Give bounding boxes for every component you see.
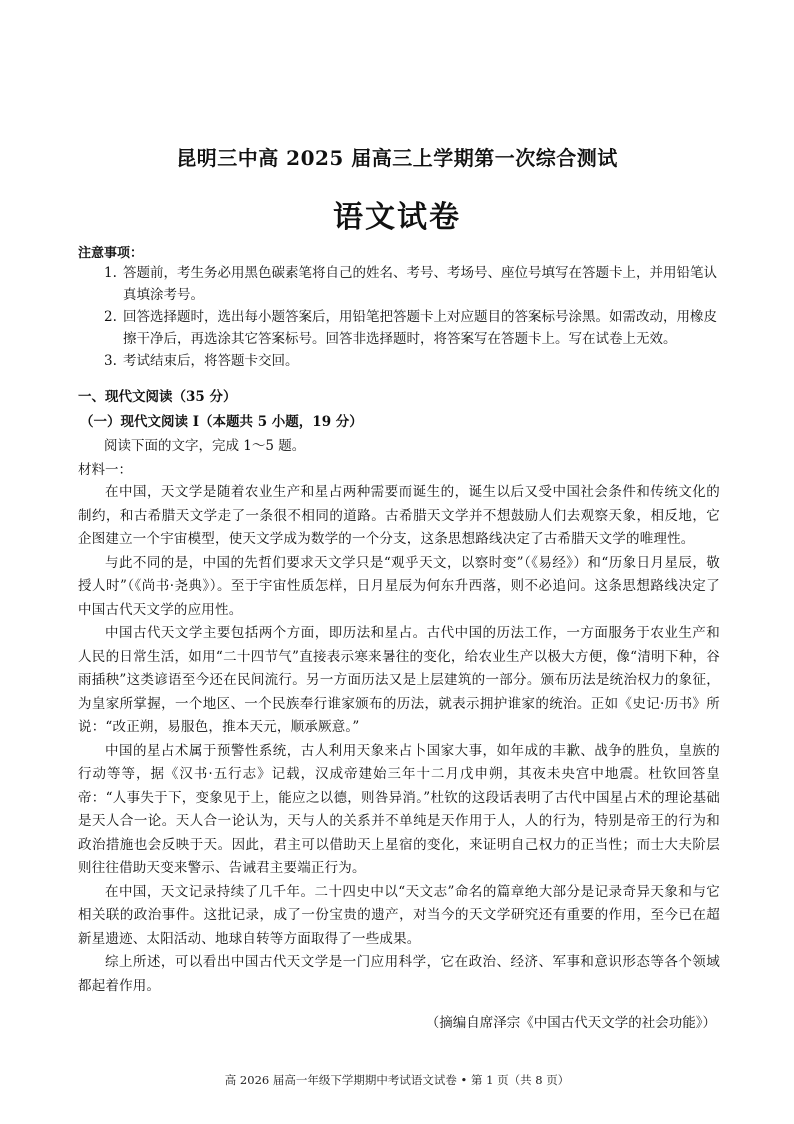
passage-paragraph: 与此不同的是，中国的先哲们要求天文学只是“观乎天文，以察时变”（《易经》）和“历象日月星辰，敬授人时”（《尚书·尧典》）。至于宇宙性质怎样，日月星辰为何东升西落，则不必追问。这条思想路线决定了中国古代天文学的应用性。 bbox=[78, 554, 720, 618]
notice-item-number: 1. bbox=[104, 265, 117, 281]
exam-subject-title: 语文试卷 bbox=[333, 200, 461, 235]
section-heading: 一、现代文阅读（35 分） bbox=[78, 389, 237, 405]
page-footer: 高 2026 届高一年级下学期期中考试语文试卷 • 第 1 页（共 8 页） bbox=[224, 1073, 570, 1087]
passage-paragraph: 在中国，天文学是随着农业生产和星占两种需要而诞生的，诞生以后又受中国社会条件和传统文化的制约，和古希腊天文学走了一条很不相同的道路。古希腊天文学并不想鼓励人们去观察天象，相反地，它企图建立一个宇宙模型，使天文学成为数学的一个分支，这条思想路线决定了古希腊天文学的唯理性。 bbox=[78, 484, 720, 547]
reading-passage bbox=[78, 481, 720, 998]
notice-item-number: 2. bbox=[104, 309, 117, 325]
passage-paragraph: 综上所述，可以看出中国古代天文学是一门应用科学，它在政治、经济、军事和意识形态等各个领域都起着作用。 bbox=[78, 954, 720, 994]
notice-item-text: 回答选择题时，选出每小题答案后，用铅笔把答题卡上对应题目的答案标号涂黑。如需改动，用橡皮擦干净后，再选涂其它答案标号。回答非选择题时，将答案写在答题卡上。写在试卷上无效。 bbox=[123, 309, 717, 347]
notice-item-text: 答题前，考生务必用黑色碳素笔将自己的姓名、考号、考场号、座位号填写在答题卡上，并用铅笔认真填涂考号。 bbox=[123, 265, 717, 303]
notice-item bbox=[104, 306, 726, 350]
reading-instruction: 阅读下面的文字，完成 1～5 题。 bbox=[104, 438, 306, 454]
notice-item-text: 考试结束后，将答题卡交回。 bbox=[123, 353, 299, 369]
notice-item-number: 3. bbox=[104, 353, 117, 369]
notice-item bbox=[104, 262, 726, 306]
passage-paragraph: 在中国，天文记录持续了几千年。二十四史中以“天文志”命名的篇章绝大部分是记录奇异天象和与它相关联的政治事件。这批记录，成了一份宝贵的遗产，对当今的天文学研究还有重要的作用，至今已在超新星遗迹、太阳活动、地球自转等方面取得了一些成果。 bbox=[78, 883, 720, 947]
passage-source: （摘编自席泽宗《中国古代天文学的社会功能》） bbox=[425, 1015, 716, 1031]
notice-item bbox=[104, 350, 726, 372]
material-label: 材料一： bbox=[78, 462, 132, 478]
passage-paragraph: 中国古代天文学主要包括两个方面，即历法和星占。古代中国的历法工作，一方面服务于农业生产和人民的日常生活，如用“二十四节气”直接表示寒来暑往的变化，给农业生产以极大方便，像“清明下种，谷雨插秧”这类谚语至今还在民间流行。另一方面历法又是上层建筑的一部分。颁布历法是统治权力的象征，为皇家所掌握，一个地区、一个民族奉行谁家颁布的历法，就表示拥护谁家的统治。正如《史记·历书》所说：“改正朔，易服色，推本天元，顺承厥意。” bbox=[78, 625, 720, 735]
exam-title: 昆明三中高 2025 届高三上学期第一次综合测试 bbox=[176, 146, 618, 170]
subsection-heading: （一）现代文阅读 I（本题共 5 小题，19 分） bbox=[80, 414, 363, 430]
passage-paragraph: 中国的星占术属于预警性系统，古人利用天象来占卜国家大事，如年成的丰歉、战争的胜负，皇族的行动等等，据《汉书·五行志》记载，汉成帝建始三年十二月戊申朔，其夜未央宫中地震。杜钦回答皇帝：“人事失于下，变象见于上，能应之以德，则咎异消。”杜钦的这段话表明了古代中国星占术的理论基础是天人合一论。天人合一论认为，天与人的关系并不单纯是天作用于人，人的行为，特别是帝王的行为和政治措施也会反映于天。因此，君主可以借助天上星宿的变化，来证明自己权力的正当性；而士大夫阶层则往往借助天变来警示、告诫君主要端正行为。 bbox=[78, 742, 720, 876]
notice-list bbox=[104, 262, 726, 372]
notice-heading: 注意事项： bbox=[78, 246, 144, 261]
